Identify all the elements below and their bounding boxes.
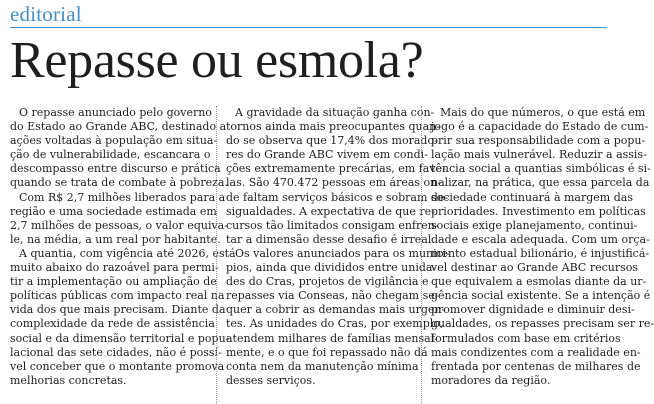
text-line: que equivalem a esmolas diante da ur- bbox=[431, 275, 647, 289]
text-line: ações voltadas à população em situa- bbox=[10, 134, 218, 148]
text-line: tes. As unidades do Cras, por exemplo, bbox=[226, 317, 444, 331]
text-line: mente, e o que foi repassado não dá bbox=[226, 345, 428, 359]
text-line: promover dignidade e diminuir desi- bbox=[431, 303, 635, 317]
text-line: mento estadual bilionário, é injustificá- bbox=[431, 246, 650, 260]
text-line: lação mais vulnerável. Reduzir a assis- bbox=[431, 148, 647, 162]
text-line: frentada por centenas de milhares de bbox=[431, 359, 641, 373]
article-body bbox=[10, 106, 654, 404]
text-line: cursos tão limitados consigam enfren- bbox=[226, 218, 439, 232]
text-line: tência social a quantias simbólicas é si- bbox=[431, 162, 651, 176]
column-divider bbox=[421, 106, 422, 404]
text-line: tar a dimensão desse desafio é irreal. bbox=[226, 232, 435, 246]
text-line: sociais exige planejamento, continui- bbox=[431, 218, 638, 232]
column-1 bbox=[10, 106, 236, 388]
text-line: conta nem da manutenção mínima bbox=[226, 359, 419, 373]
text-line: quando se trata de combate à pobreza. bbox=[10, 176, 228, 190]
text-line: le, na média, a um real por habitante. bbox=[10, 232, 221, 246]
text-line: quer a cobrir as demandas mais urgen- bbox=[226, 303, 446, 317]
text-line: mais condizentes com a realidade en- bbox=[431, 345, 641, 359]
text-line: vida dos que mais precisam. Diante da bbox=[10, 303, 226, 317]
text-line: gência social existente. Se a intenção é bbox=[431, 289, 651, 303]
text-line: Com R$ 2,7 milhões liberados para a bbox=[19, 190, 226, 204]
section-label: editorial bbox=[10, 2, 82, 26]
text-line: ções extremamente precárias, em fave- bbox=[226, 162, 446, 176]
text-line: ção de vulnerabilidade, escancara o bbox=[10, 148, 211, 162]
text-line: Os valores anunciados para os munici- bbox=[235, 246, 451, 260]
text-line: sigualdades. A expectativa de que re- bbox=[226, 204, 435, 218]
text-line: descompasso entre discurso e prática bbox=[10, 162, 221, 176]
headline: Repasse ou esmola? bbox=[10, 32, 424, 89]
text-line: moradores da região. bbox=[431, 373, 551, 387]
text-line: Mais do que números, o que está em bbox=[440, 106, 646, 119]
text-line: gualdades, os repasses precisam ser re- bbox=[431, 317, 654, 331]
text-line: sociedade continuará à margem das bbox=[431, 190, 633, 204]
text-line: nalizar, na prática, que essa parcela da bbox=[431, 176, 650, 190]
text-line: des do Cras, projetos de vigilância e bbox=[226, 275, 429, 289]
text-line: do Estado ao Grande ABC, destinado a bbox=[10, 120, 227, 134]
text-line: atendem milhares de famílias mensal- bbox=[226, 331, 438, 345]
text-line: de faltam serviços básicos e sobram de- bbox=[226, 190, 449, 204]
text-line: social e da dimensão territorial e popu- bbox=[10, 331, 230, 345]
column-3 bbox=[431, 106, 654, 388]
text-line: vel conceber que o montante promova bbox=[10, 359, 225, 373]
text-line: jogo é a capacidade do Estado de cum- bbox=[431, 120, 649, 134]
text-line: res do Grande ABC vivem em condi- bbox=[226, 148, 428, 162]
text-line: las. São 470.472 pessoas em áreas on- bbox=[226, 176, 441, 190]
text-line: A quantia, com vigência até 2026, está bbox=[19, 246, 236, 260]
text-line: vel destinar ao Grande ABC recursos bbox=[431, 261, 639, 275]
text-line: muito abaixo do razoável para permi- bbox=[10, 261, 219, 275]
text-line: desses serviços. bbox=[226, 373, 316, 387]
text-line: complexidade da rede de assistência bbox=[10, 317, 215, 331]
text-line: O repasse anunciado pelo governo bbox=[19, 106, 212, 119]
text-line: do se observa que 17,4% dos morado- bbox=[226, 134, 438, 148]
text-line: pios, ainda que divididos entre unida- bbox=[226, 261, 437, 275]
section-divider bbox=[10, 27, 607, 28]
text-line: formulados com base em critérios bbox=[431, 331, 621, 345]
text-line: tornos ainda mais preocupantes quan- bbox=[226, 120, 440, 134]
text-line: A gravidade da situação ganha con- bbox=[235, 106, 435, 119]
text-line: tir a implementação ou ampliação de bbox=[10, 275, 217, 289]
text-line: lacional das sete cidades, não é possí- bbox=[10, 345, 222, 359]
column-divider bbox=[216, 106, 217, 404]
text-line: dade e escala adequada. Com um orça- bbox=[431, 232, 650, 246]
text-line: prir sua responsabilidade com a popu- bbox=[431, 134, 646, 148]
text-line: políticas públicas com impacto real na bbox=[10, 289, 225, 303]
column-2 bbox=[226, 106, 451, 388]
text-line: 2,7 milhões de pessoas, o valor equiva- bbox=[10, 218, 228, 232]
text-line: repasses via Conseas, não chegam se- bbox=[226, 289, 439, 303]
text-line: melhorias concretas. bbox=[10, 373, 127, 387]
text-line: prioridades. Investimento em políticas bbox=[431, 204, 646, 218]
text-line: região e uma sociedade estimada em bbox=[10, 204, 217, 218]
